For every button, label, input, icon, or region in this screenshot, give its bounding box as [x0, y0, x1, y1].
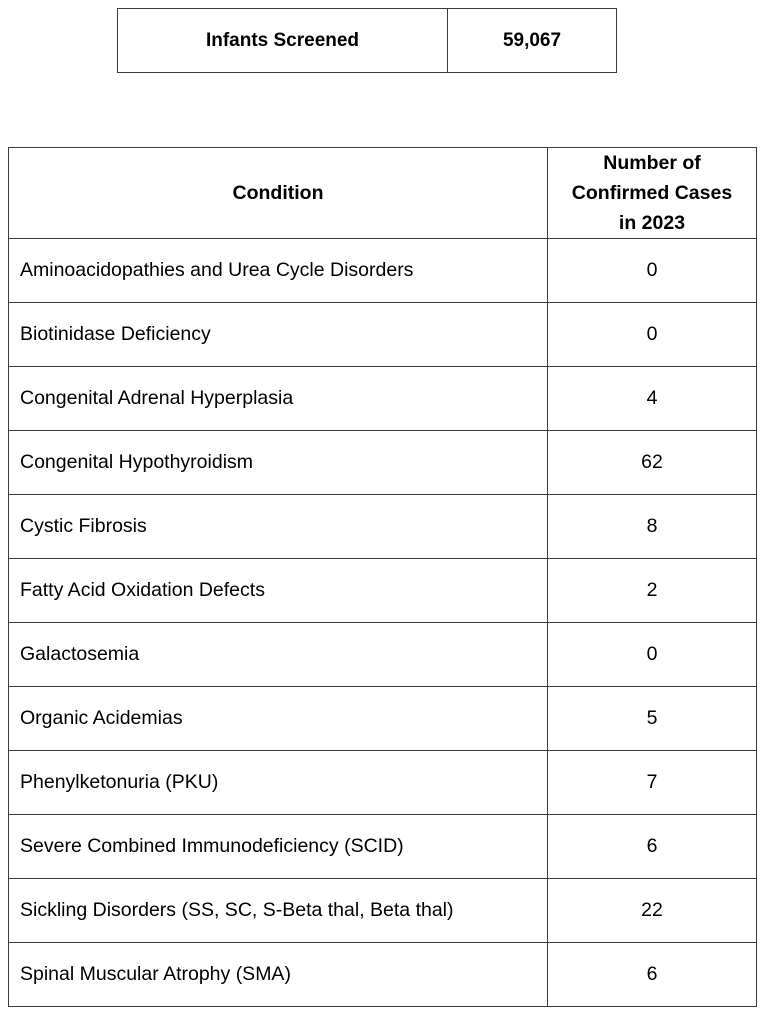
table-row — [9, 623, 757, 687]
condition-column-header: Condition — [9, 148, 548, 239]
cases-cell: 0 — [548, 303, 757, 367]
table-row — [9, 879, 757, 943]
condition-cell: Congenital Adrenal Hyperplasia — [9, 367, 548, 431]
cases-cell: 62 — [548, 431, 757, 495]
table-header-row — [9, 148, 757, 239]
infants-screened-label: Infants Screened — [118, 9, 448, 73]
cases-cell: 2 — [548, 559, 757, 623]
table-row — [9, 943, 757, 1007]
condition-cell: Sickling Disorders (SS, SC, S-Beta thal, Beta thal) — [9, 879, 548, 943]
confirmed-cases-header-line-2: Confirmed Cases — [571, 182, 733, 204]
condition-cell: Cystic Fibrosis — [9, 495, 548, 559]
condition-cell: Phenylketonuria (PKU) — [9, 751, 548, 815]
confirmed-cases-header-line-3: in 2023 — [618, 212, 686, 234]
table-row — [9, 303, 757, 367]
condition-cell: Severe Combined Immunodeficiency (SCID) — [9, 815, 548, 879]
table-row — [9, 559, 757, 623]
condition-cell: Organic Acidemias — [9, 687, 548, 751]
infants-screened-table — [117, 8, 617, 73]
infants-screened-row — [118, 9, 617, 73]
confirmed-cases-table — [8, 147, 757, 1007]
infants-screened-value: 59,067 — [448, 9, 617, 73]
confirmed-cases-column-header — [548, 148, 757, 239]
condition-cell: Aminoacidopathies and Urea Cycle Disorders — [9, 239, 548, 303]
condition-cell: Galactosemia — [9, 623, 548, 687]
cases-cell: 0 — [548, 239, 757, 303]
table-row — [9, 495, 757, 559]
table-row — [9, 431, 757, 495]
condition-cell: Congenital Hypothyroidism — [9, 431, 548, 495]
table-row — [9, 751, 757, 815]
table-row — [9, 239, 757, 303]
cases-cell: 5 — [548, 687, 757, 751]
condition-cell: Biotinidase Deficiency — [9, 303, 548, 367]
cases-cell: 0 — [548, 623, 757, 687]
condition-cell: Spinal Muscular Atrophy (SMA) — [9, 943, 548, 1007]
table-row — [9, 367, 757, 431]
cases-cell: 6 — [548, 815, 757, 879]
cases-cell: 8 — [548, 495, 757, 559]
cases-cell: 22 — [548, 879, 757, 943]
condition-cell: Fatty Acid Oxidation Defects — [9, 559, 548, 623]
table-row — [9, 687, 757, 751]
cases-cell: 4 — [548, 367, 757, 431]
confirmed-cases-header-line-1: Number of — [603, 152, 701, 174]
cases-cell: 7 — [548, 751, 757, 815]
table-row — [9, 815, 757, 879]
cases-cell: 6 — [548, 943, 757, 1007]
